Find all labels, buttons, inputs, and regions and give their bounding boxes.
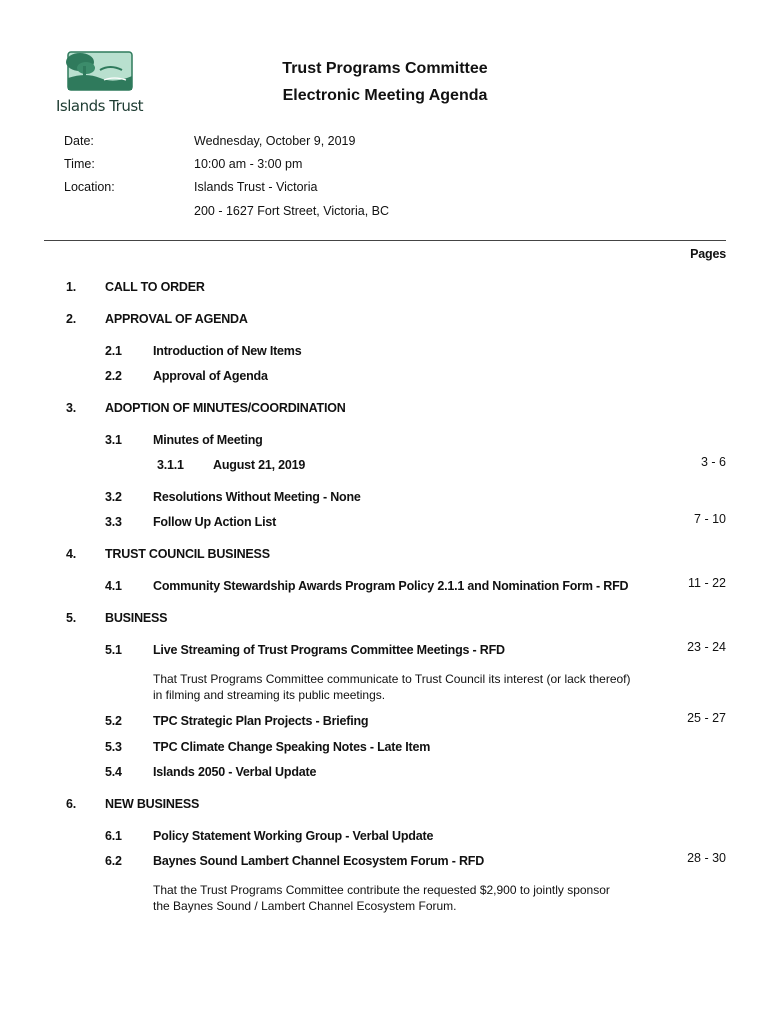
section-number: 1. (66, 280, 77, 294)
item-number: 4.1 (105, 579, 122, 593)
item-title: Minutes of Meeting (153, 433, 263, 447)
item-title: Follow Up Action List (153, 515, 277, 529)
page-subtitle: Electronic Meeting Agenda (282, 87, 488, 104)
org-name: Islands Trust (56, 97, 144, 115)
time-label: Time: (64, 157, 95, 171)
item-title: Islands 2050 - Verbal Update (153, 765, 317, 779)
page-range: 7 - 10 (694, 512, 726, 526)
item-number: 3.1 (105, 433, 122, 447)
location-line2: 200 - 1627 Fort Street, Victoria, BC (194, 204, 390, 218)
item-title: Approval of Agenda (153, 369, 268, 383)
item-number: 5.3 (105, 740, 122, 754)
motion-text: That the Trust Programs Committee contribute the requested $2,900 to jointly sponsor the Baynes Sound / Lambert Channel Ecosystem Forum. (153, 883, 610, 913)
item-title: TPC Strategic Plan Projects - Briefing (153, 714, 369, 728)
divider (44, 240, 726, 241)
page-range: 11 - 22 (688, 576, 726, 590)
section-number: 5. (66, 611, 77, 625)
item-title: Live Streaming of Trust Programs Committee Meetings - RFD (153, 643, 505, 657)
item-title: Introduction of New Items (153, 344, 302, 358)
section-title: TRUST COUNCIL BUSINESS (105, 547, 270, 561)
section-number: 3. (66, 401, 77, 415)
item-number: 2.1 (105, 344, 122, 358)
subitem-title: August 21, 2019 (213, 458, 306, 472)
section-title: NEW BUSINESS (105, 797, 200, 811)
date-label: Date: (64, 134, 94, 148)
subitem-number: 3.1.1 (157, 458, 184, 472)
item-number: 5.2 (105, 714, 122, 728)
section-title: ADOPTION OF MINUTES/COORDINATION (105, 401, 346, 415)
page-title: Trust Programs Committee (282, 60, 488, 77)
item-title: Community Stewardship Awards Program Policy 2.1.1 and Nomination Form - RFD (153, 579, 629, 593)
item-number: 6.2 (105, 854, 122, 868)
item-number: 3.3 (105, 515, 122, 529)
section-number: 4. (66, 547, 77, 561)
item-number: 5.1 (105, 643, 122, 657)
page-range: 28 - 30 (687, 851, 726, 865)
section-title: CALL TO ORDER (105, 280, 205, 294)
motion-text: That Trust Programs Committee communicate to Trust Council its interest (or lack thereof) in filming and streaming its public meetings. (153, 672, 631, 702)
section-title: BUSINESS (105, 611, 168, 625)
section-number: 2. (66, 312, 77, 326)
section-title: APPROVAL OF AGENDA (105, 312, 248, 326)
item-number: 6.1 (105, 829, 122, 843)
section-number: 6. (66, 797, 77, 811)
page-range: 23 - 24 (687, 640, 726, 654)
date-value: Wednesday, October 9, 2019 (194, 134, 356, 148)
time-value: 10:00 am - 3:00 pm (194, 157, 303, 171)
item-number: 5.4 (105, 765, 122, 779)
page-range: 3 - 6 (700, 455, 726, 469)
item-number: 2.2 (105, 369, 122, 383)
page-range: 25 - 27 (687, 711, 726, 725)
item-number: 3.2 (105, 490, 122, 504)
location-label: Location: (64, 180, 115, 194)
item-title: Resolutions Without Meeting - None (153, 490, 361, 504)
pages-header: Pages (690, 247, 726, 261)
item-title: Baynes Sound Lambert Channel Ecosystem Forum - RFD (153, 854, 485, 868)
location-line1: Islands Trust - Victoria (194, 180, 318, 194)
item-title: Policy Statement Working Group - Verbal Update (153, 829, 434, 843)
item-title: TPC Climate Change Speaking Notes - Late Item (153, 740, 431, 754)
